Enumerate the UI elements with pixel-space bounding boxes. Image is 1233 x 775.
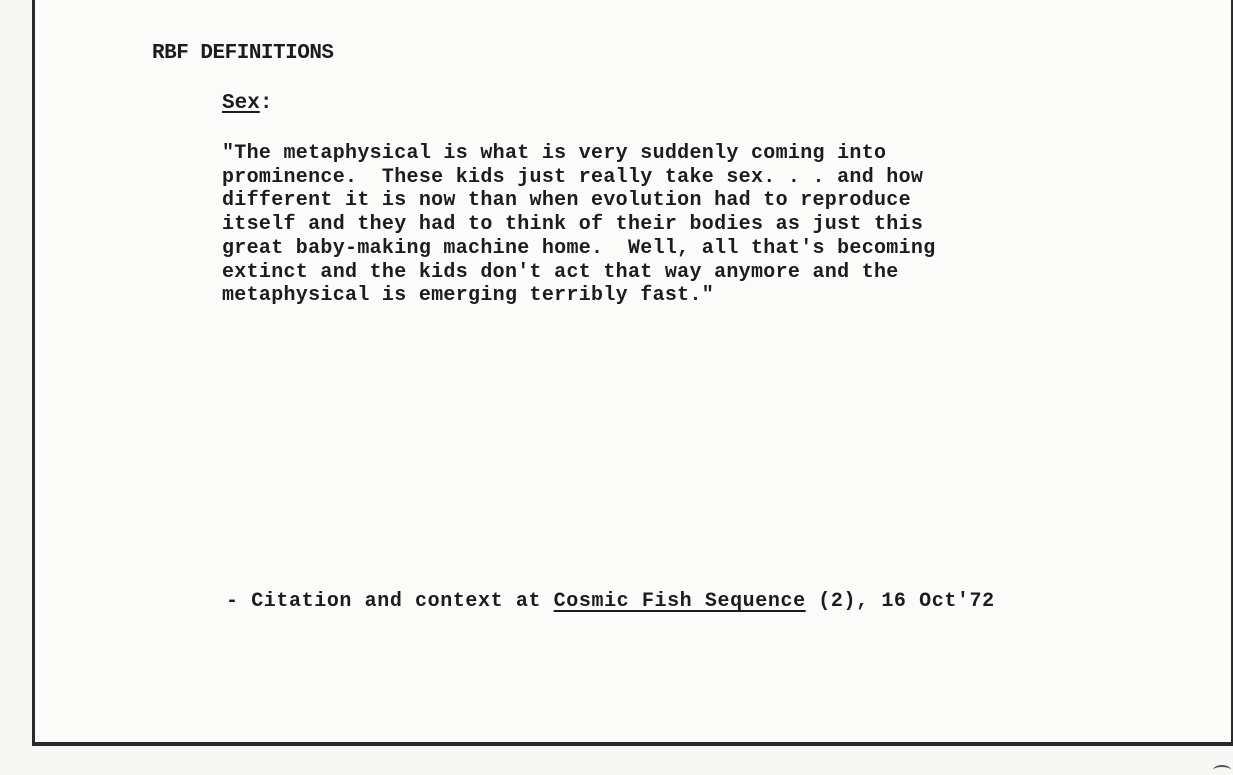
term-label: Sex (222, 92, 260, 115)
citation-suffix: (2), 16 Oct'72 (805, 590, 995, 613)
definition-quote (222, 142, 1062, 308)
citation-source: Cosmic Fish Sequence (553, 590, 806, 613)
quote-line: prominence. These kids just really take sex. . . and how (222, 165, 924, 189)
quote-line: "The metaphysical is what is very suddenly coming into (222, 142, 887, 165)
quote-line: great baby-making machine home. Well, all that's becoming (222, 236, 936, 260)
definition-term (222, 92, 272, 115)
citation (226, 590, 995, 613)
quote-line: metaphysical is emerging terribly fast." (222, 284, 715, 308)
quote-line: different it is now than when evolution had to reproduce (222, 189, 911, 213)
term-colon: : (259, 92, 273, 115)
document-heading: RBF DEFINITIONS (152, 42, 334, 65)
quote-line: itself and they had to think of their bodies as just this (222, 213, 924, 237)
quote-line: extinct and the kids don't act that way anymore and the (222, 260, 899, 284)
citation-prefix: - Citation and context at (226, 590, 554, 613)
definition-card (32, 0, 1233, 746)
page-corner-mark (1213, 765, 1231, 775)
